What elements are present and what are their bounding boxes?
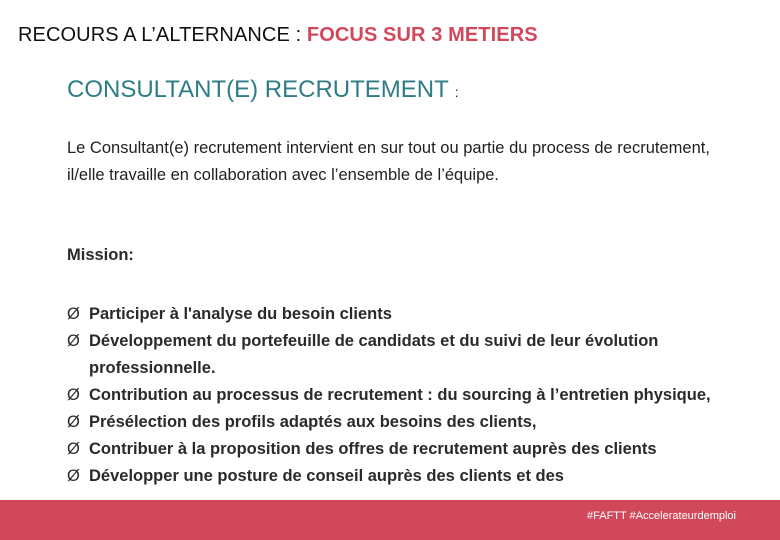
arrow-bullet-icon: Ø (67, 413, 80, 431)
page-title-prefix: RECOURS A L’ALTERNANCE : (18, 24, 307, 46)
mission-list (67, 301, 727, 490)
mission-item-text: Contribuer à la proposition des offres de recrutement auprès des clients (89, 440, 657, 458)
page-title (18, 24, 538, 47)
mission-item-text: Présélection des profils adaptés aux besoins des clients, (89, 413, 537, 431)
mission-label: Mission: (67, 246, 134, 264)
arrow-bullet-icon: Ø (67, 332, 80, 350)
arrow-bullet-icon: Ø (67, 440, 80, 458)
mission-item (67, 436, 727, 463)
mission-item-text: Développer une posture de conseil auprès des clients et des (89, 467, 564, 485)
mission-item-text: Développement du portefeuille de candidats et du suivi de leur évolution professionnelle. (89, 332, 659, 377)
mission-item (67, 382, 727, 409)
section-heading (67, 76, 459, 104)
mission-item-text: Participer à l'analyse du besoin clients (89, 305, 392, 323)
mission-item (67, 301, 727, 328)
intro-paragraph: Le Consultant(e) recrutement intervient en sur tout ou partie du process de recrutement, il/elle travaille en collaboration avec l’ensemble de l’équipe. (67, 139, 710, 184)
section-heading-colon: : (454, 84, 459, 100)
mission-item-text: Contribution au processus de recrutement : du sourcing à l’entretien physique, (89, 386, 711, 404)
arrow-bullet-icon: Ø (67, 467, 80, 485)
section-heading-text: CONSULTANT(E) RECRUTEMENT (67, 76, 449, 103)
footer-hashtags: #FAFTT #Accelerateurdemploi (587, 510, 736, 522)
mission-item (67, 409, 727, 436)
page-title-accent: FOCUS SUR 3 METIERS (306, 24, 538, 46)
mission-item (67, 328, 727, 382)
mission-item (67, 463, 727, 490)
arrow-bullet-icon: Ø (67, 386, 80, 404)
arrow-bullet-icon: Ø (67, 305, 80, 323)
